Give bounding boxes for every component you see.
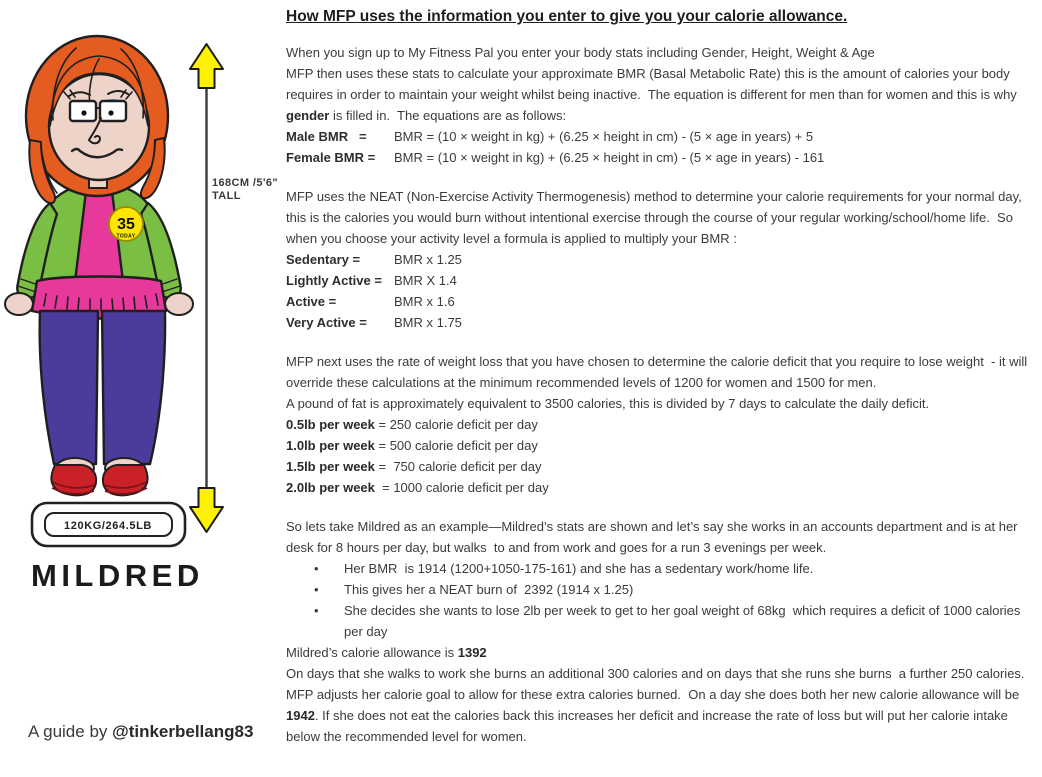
bullet-icon: •	[314, 582, 319, 597]
text-segment: . If she does not eat the calories back this increases her deficit and increase the rate of loss but will put her calorie intake below the recommended level for women.	[286, 708, 1012, 744]
credit-prefix: A guide by	[28, 722, 113, 741]
text-segment: Mildred’s calorie allowance is	[286, 645, 458, 660]
text-segment: is filled in. The equations are as follows:	[329, 108, 567, 123]
bullet-text	[344, 600, 1028, 642]
height-label	[212, 177, 278, 202]
text-segment: She decides she wants to lose 2lb per week to get to her goal weight of 68kg which requires a deficit of 1000 calories per day	[344, 603, 1025, 639]
paragraph	[286, 351, 1031, 393]
badge-today-label: TODAY	[116, 233, 136, 240]
bullet-text	[344, 579, 1028, 600]
text-segment: = 250 calorie deficit per day	[374, 417, 538, 432]
right-eye	[108, 110, 113, 115]
birthday-badge	[109, 207, 143, 241]
mildred-name-label: MILDRED	[31, 558, 204, 593]
text-segment: 1942	[286, 708, 315, 723]
arrow-up-icon	[190, 44, 223, 88]
paragraph	[286, 477, 1028, 498]
formula-line	[286, 249, 1028, 270]
text-section	[286, 351, 1031, 498]
text-segment: This gives her a NEAT burn of 2392 (1914 x 1.25)	[344, 582, 634, 597]
formula-line	[286, 126, 1028, 147]
text-segment: 0.5lb per week	[286, 417, 375, 432]
text-segment: gender	[286, 108, 330, 123]
height-arrow	[190, 44, 223, 532]
formula-value: BMR = (10 × weight in kg) + (6.25 × height in cm) - (5 × age in years) - 161	[394, 150, 825, 165]
formula-line	[286, 270, 1028, 291]
height-tall-label: TALL	[212, 190, 241, 202]
formula-key: Very Active =	[286, 315, 367, 330]
formula-key: Male BMR =	[286, 129, 367, 144]
formula-line	[286, 147, 1028, 168]
text-segment: = 500 calorie deficit per day	[374, 438, 538, 453]
text-segment: 1.5lb per week	[286, 459, 375, 474]
paragraph	[286, 63, 1028, 126]
paragraph	[286, 435, 1028, 456]
mildred-figure-column	[0, 0, 280, 772]
scale-weight-value: 120KG/264.5LB	[64, 520, 152, 532]
bullet-icon: •	[314, 603, 319, 618]
paragraph	[286, 642, 1028, 663]
mildred-legs	[40, 311, 165, 495]
paragraph	[286, 42, 1028, 63]
formula-key: Sedentary =	[286, 252, 361, 267]
credit-handle: @tinkerbellang83	[112, 722, 254, 741]
formula-value: BMR = (10 × weight in kg) + (6.25 × height in cm) - (5 × age in years) + 5	[394, 129, 814, 144]
content-blocks	[286, 42, 1032, 747]
bullet-item	[286, 600, 1028, 642]
text-segment: Her BMR is 1914 (1200+1050-175-161) and she has a sedentary work/home life.	[344, 561, 814, 576]
text-segment: On days that she walks to work she burns an additional 300 calories and on days that she runs she burns a further 250 calories. MFP adjusts her calorie goal to allow for these extra calories burned. On a day she does both her new calorie allowance will be	[286, 666, 1032, 702]
formula-value: BMR X 1.4	[394, 273, 457, 288]
text-segment: MFP then uses these stats to calculate your approximate BMR (Basal Metabolic Rate) this is the amount of calories your body requires in order to maintain your weight whilst being inactive. The equation is different for men than for women and this is why	[286, 66, 1021, 102]
left-eye	[81, 110, 86, 115]
text-segment: When you sign up to My Fitness Pal you enter your body stats including Gender, Height, Weight & Age	[286, 45, 875, 60]
text-segment: A pound of fat is approximately equivalent to 3500 calories, this is divided by 7 days to calculate the daily deficit.	[286, 396, 930, 411]
text-section	[286, 516, 1032, 747]
text-segment: = 750 calorie deficit per day	[374, 459, 542, 474]
bullet-item	[286, 558, 1028, 579]
text-segment: = 1000 calorie deficit per day	[374, 480, 549, 495]
page-title: How MFP uses the information you enter to give you your calorie allowance.	[286, 8, 848, 25]
bullet-icon: •	[314, 561, 319, 576]
bullet-item	[286, 579, 1028, 600]
formula-value: BMR x 1.6	[394, 294, 455, 309]
text-segment: So lets take Mildred as an example—Mildred’s stats are shown and let’s say she works in an accounts department and is at her desk for 8 hours per day, but walks to and from work and goes for a run 3 evenings per week.	[286, 519, 1022, 555]
height-value: 168CM /5'6"	[212, 177, 279, 189]
author-credit	[28, 722, 253, 742]
text-segment: MFP uses the NEAT (Non-Exercise Activity Thermogenesis) method to determine your calorie requirements for your normal day, this is the calories you would burn without intentional exercise through the course of your regular working/school/home life. So when you choose your activity level a formula is applied to multiply your BMR :	[286, 189, 1026, 246]
formula-key: Active =	[286, 294, 337, 309]
paragraph	[286, 456, 1028, 477]
text-segment: 1392	[457, 645, 487, 660]
mildred-head	[26, 36, 168, 203]
formula-value: BMR x 1.25	[394, 252, 462, 267]
formula-value: BMR x 1.75	[394, 315, 462, 330]
formula-line	[286, 312, 1028, 333]
text-section	[286, 42, 1028, 168]
paragraph	[286, 516, 1028, 558]
main-text-column	[286, 6, 1032, 747]
text-segment: 2.0lb per week	[286, 480, 375, 495]
mildred-illustration	[0, 0, 280, 772]
text-section	[286, 186, 1028, 333]
badge-number: 35	[117, 216, 135, 233]
paragraph	[286, 414, 1028, 435]
bullet-text	[344, 558, 1028, 579]
text-segment: 1.0lb per week	[286, 438, 375, 453]
mildred-body	[5, 183, 193, 319]
paragraph	[286, 663, 1032, 747]
formula-key: Lightly Active =	[286, 273, 382, 288]
formula-key: Female BMR =	[286, 150, 376, 165]
paragraph	[286, 393, 1028, 414]
formula-line	[286, 291, 1028, 312]
text-segment: MFP next uses the rate of weight loss that you have chosen to determine the calorie deficit that you require to lose weight - it will override these calculations at the minimum recommended levels of 1200 for women and 1500 for men.	[286, 354, 1031, 390]
weight-scale	[32, 503, 185, 546]
paragraph	[286, 186, 1028, 249]
arrow-down-icon	[190, 488, 223, 532]
